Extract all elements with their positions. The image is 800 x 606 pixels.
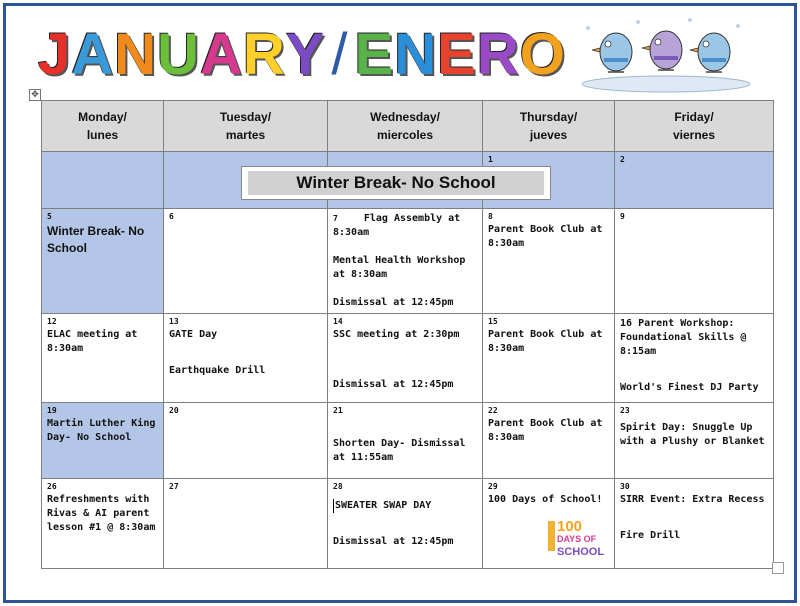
- event-text: Winter Break- No School: [47, 224, 145, 255]
- day-cell: [615, 479, 774, 569]
- day-cell: [328, 479, 483, 569]
- title-letter: O: [519, 22, 566, 87]
- event-text: Martin Luther King Day- No School: [47, 418, 156, 443]
- day-cell: [615, 209, 774, 314]
- 100-days-of-school-icon: [548, 515, 608, 565]
- day-number: 29: [488, 482, 498, 491]
- day-cell: [42, 152, 164, 209]
- day-number: 26: [47, 482, 57, 491]
- event-text: Dismissal at 12:45pm: [333, 379, 454, 390]
- day-number: 23: [620, 406, 630, 415]
- day-number: 27: [169, 482, 179, 491]
- day-number: 5: [47, 212, 52, 221]
- event-text: Fire Drill: [620, 530, 681, 541]
- day-number: 14: [333, 317, 343, 326]
- title-letter: R: [242, 22, 286, 87]
- day-cell: [42, 403, 164, 479]
- event-text: SSC meeting at 2:30pm: [333, 329, 460, 340]
- month-title: [38, 18, 566, 92]
- title-letter: J: [38, 22, 72, 87]
- title-letter: A: [199, 22, 243, 87]
- day-cell: [164, 479, 328, 569]
- header-thursday: Thursday/ jueves: [483, 101, 615, 152]
- title-letter: E: [354, 22, 395, 87]
- day-number: 19: [47, 406, 57, 415]
- day-number: 7: [333, 214, 338, 223]
- day-cell: [483, 314, 615, 403]
- title-letter: E: [437, 22, 477, 87]
- event-text: SIRR Event: Extra Recess: [620, 494, 765, 505]
- svg-text:100: 100: [557, 518, 583, 535]
- day-cell: [42, 209, 164, 314]
- event-text: Dismissal at 12:45pm: [333, 297, 454, 308]
- skating-birds-icon: [578, 14, 754, 94]
- event-text: Refreshments with Rivas & AI parent lesson #1 @ 8:30am: [47, 494, 156, 533]
- day-cell: [328, 314, 483, 403]
- event-text: Parent Book Club at 8:30am: [488, 329, 603, 354]
- header-wednesday: Wednesday/ miercoles: [328, 101, 483, 152]
- title-letter: A: [71, 22, 115, 87]
- day-number: 16: [620, 318, 633, 329]
- day-cell: [164, 314, 328, 403]
- title-letter: /: [331, 22, 349, 87]
- banner-text: Winter Break- No School: [248, 171, 544, 195]
- day-number: 22: [488, 406, 498, 415]
- day-number: 30: [620, 482, 630, 491]
- event-text: Parent Book Club at 8:30am: [488, 224, 603, 249]
- day-cell: [42, 479, 164, 569]
- header-row: [42, 101, 774, 152]
- event-text: Parent Book Club at 8:30am: [488, 418, 603, 443]
- day-number: 2: [620, 155, 625, 164]
- event-text: Earthquake Drill: [169, 365, 266, 376]
- day-cell: [615, 403, 774, 479]
- day-number: 15: [488, 317, 498, 326]
- event-text: Flag Assembly at 8:30am: [333, 213, 461, 238]
- day-number: 12: [47, 317, 57, 326]
- day-cell: [615, 152, 774, 209]
- svg-text:SCHOOL: SCHOOL: [557, 546, 605, 558]
- week-row-3: [42, 314, 774, 403]
- title-letter: Y: [285, 22, 326, 87]
- day-cell: [328, 403, 483, 479]
- header-friday: Friday/ viernes: [615, 101, 774, 152]
- week-row-4: [42, 403, 774, 479]
- day-number: 9: [620, 212, 625, 221]
- week-row-2: [42, 209, 774, 314]
- title-letter: N: [114, 22, 158, 87]
- week-row-5: [42, 479, 774, 569]
- event-text[interactable]: SWEATER SWAP DAY: [333, 499, 477, 513]
- title-letter: N: [394, 22, 438, 87]
- table-resize-handle[interactable]: [772, 562, 784, 574]
- header-monday: Monday/ lunes: [42, 101, 164, 152]
- day-number: 20: [169, 406, 179, 415]
- event-text: Mental Health Workshop at 8:30am: [333, 255, 466, 280]
- event-text: 100 Days of School!: [488, 494, 603, 505]
- table-move-handle-icon[interactable]: ✥: [29, 89, 41, 101]
- title-letter: U: [157, 22, 200, 87]
- day-number: 28: [333, 482, 343, 491]
- header-tuesday: Tuesday/ martes: [164, 101, 328, 152]
- event-text: World's Finest DJ Party: [620, 382, 759, 393]
- title-letter: R: [476, 22, 520, 87]
- day-cell: [483, 209, 615, 314]
- day-cell: [483, 403, 615, 479]
- event-text: Dismissal at 12:45pm: [333, 536, 454, 547]
- svg-text:DAYS OF: DAYS OF: [557, 534, 597, 544]
- day-cell: [328, 209, 483, 314]
- day-cell: [483, 479, 615, 569]
- day-cell: [615, 314, 774, 403]
- event-text: Shorten Day- Dismissal at 11:55am: [333, 438, 466, 463]
- day-number: 1: [488, 155, 493, 164]
- event-text: ELAC meeting at 8:30am: [47, 329, 138, 354]
- day-number: 8: [488, 212, 493, 221]
- event-text: Parent Workshop: Foundational Skills @ 8:15am: [620, 318, 747, 357]
- day-cell: [42, 314, 164, 403]
- day-cell: [164, 209, 328, 314]
- day-number: 21: [333, 406, 343, 415]
- event-text: Spirit Day: Snuggle Up with a Plushy or Blanket: [620, 422, 765, 447]
- day-number: 13: [169, 317, 179, 326]
- winter-break-banner: [241, 166, 551, 200]
- day-number: 6: [169, 212, 174, 221]
- day-cell: [164, 403, 328, 479]
- event-text: GATE Day: [169, 329, 218, 340]
